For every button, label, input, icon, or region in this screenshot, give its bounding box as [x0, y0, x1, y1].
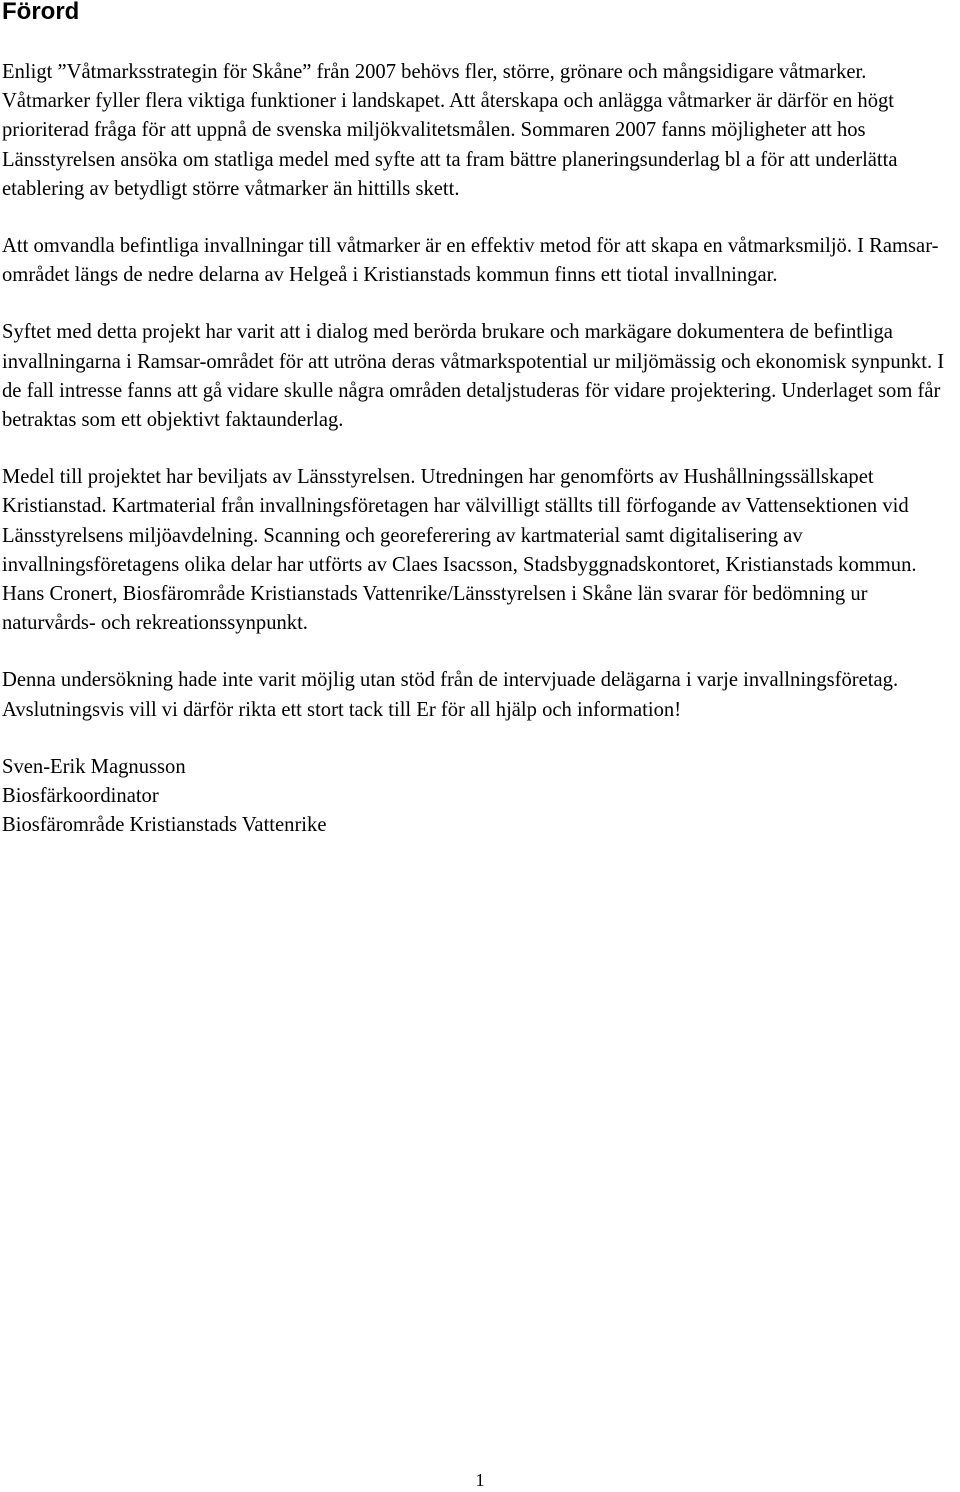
signature-organization: Biosfärområde Kristianstads Vattenrike — [2, 814, 327, 837]
signature-block — [2, 753, 956, 841]
paragraph-invallningar: Att omvandla befintliga invallningar till våtmarker är en effektiv metod för att skapa en våtmarksmiljö. I Ramsar-området längs de nedre delarna av Helgeå i Kristianstads kommun finns ett tiotal invallningar. — [2, 235, 939, 287]
paragraph-intro: Enligt ”Våtmarksstrategin för Skåne” från 2007 behövs fler, större, grönare och mångsidigare våtmarker. Våtmarker fyller flera viktiga funktioner i landskapet. Att återskapa och anlägga våtmarker är därför en högt prioriterad fråga för att uppnå de svenska miljökvalitetsmålen. Sommaren 2007 fanns möjligheter att hos Länsstyrelsen ansöka om statliga medel med syfte att ta fram bättre planeringsunderlag bl a för att underlätta etablering av betydligt större våtmarker än hittills skett. — [2, 61, 898, 200]
paragraph-tack: Denna undersökning hade inte varit möjlig utan stöd från de intervjuade delägarna i varje invallningsföretag. Avslutningsvis vill vi därför rikta ett stort tack till Er för all hjälp och information! — [2, 669, 899, 721]
document-page — [2, 0, 956, 840]
paragraph-medel: Medel till projektet har beviljats av Länsstyrelsen. Utredningen har genomförts av Hushållningssällskapet Kristianstad. Kartmaterial från invallningsföretagen har välvilligt ställts till förfogande av Vattensektionen vid Länsstyrelsens miljöavdelning. Scanning och georeferering av kartmaterial samt digitalisering av invallningsföretagens olika delar har utförts av Claes Isacsson, Stadsbyggnadskontoret, Kristianstads kommun. Hans Cronert, Biosfärområde Kristianstads Vattenrike/Länsstyrelsen i Skåne län svarar för bedömning ur naturvårds- och rekreationssynpunkt. — [2, 466, 917, 635]
signature-title: Biosfärkoordinator — [2, 785, 159, 808]
paragraph-syfte: Syftet med detta projekt har varit att i dialog med berörda brukare och markägare dokumentera de befintliga invallningarna i Ramsar-området för att utröna deras våtmarkspotential ur miljömässig och ekonomisk synpunkt. I de fall intresse fanns att gå vidare skulle några områden detaljstuderas för vidare projektering. Underlaget som får betraktas som ett objektivt faktaunderlag. — [2, 321, 945, 432]
page-title: Förord — [2, 0, 80, 25]
signature-name: Sven-Erik Magnusson — [2, 755, 186, 778]
page-number: 1 — [475, 1470, 485, 1490]
